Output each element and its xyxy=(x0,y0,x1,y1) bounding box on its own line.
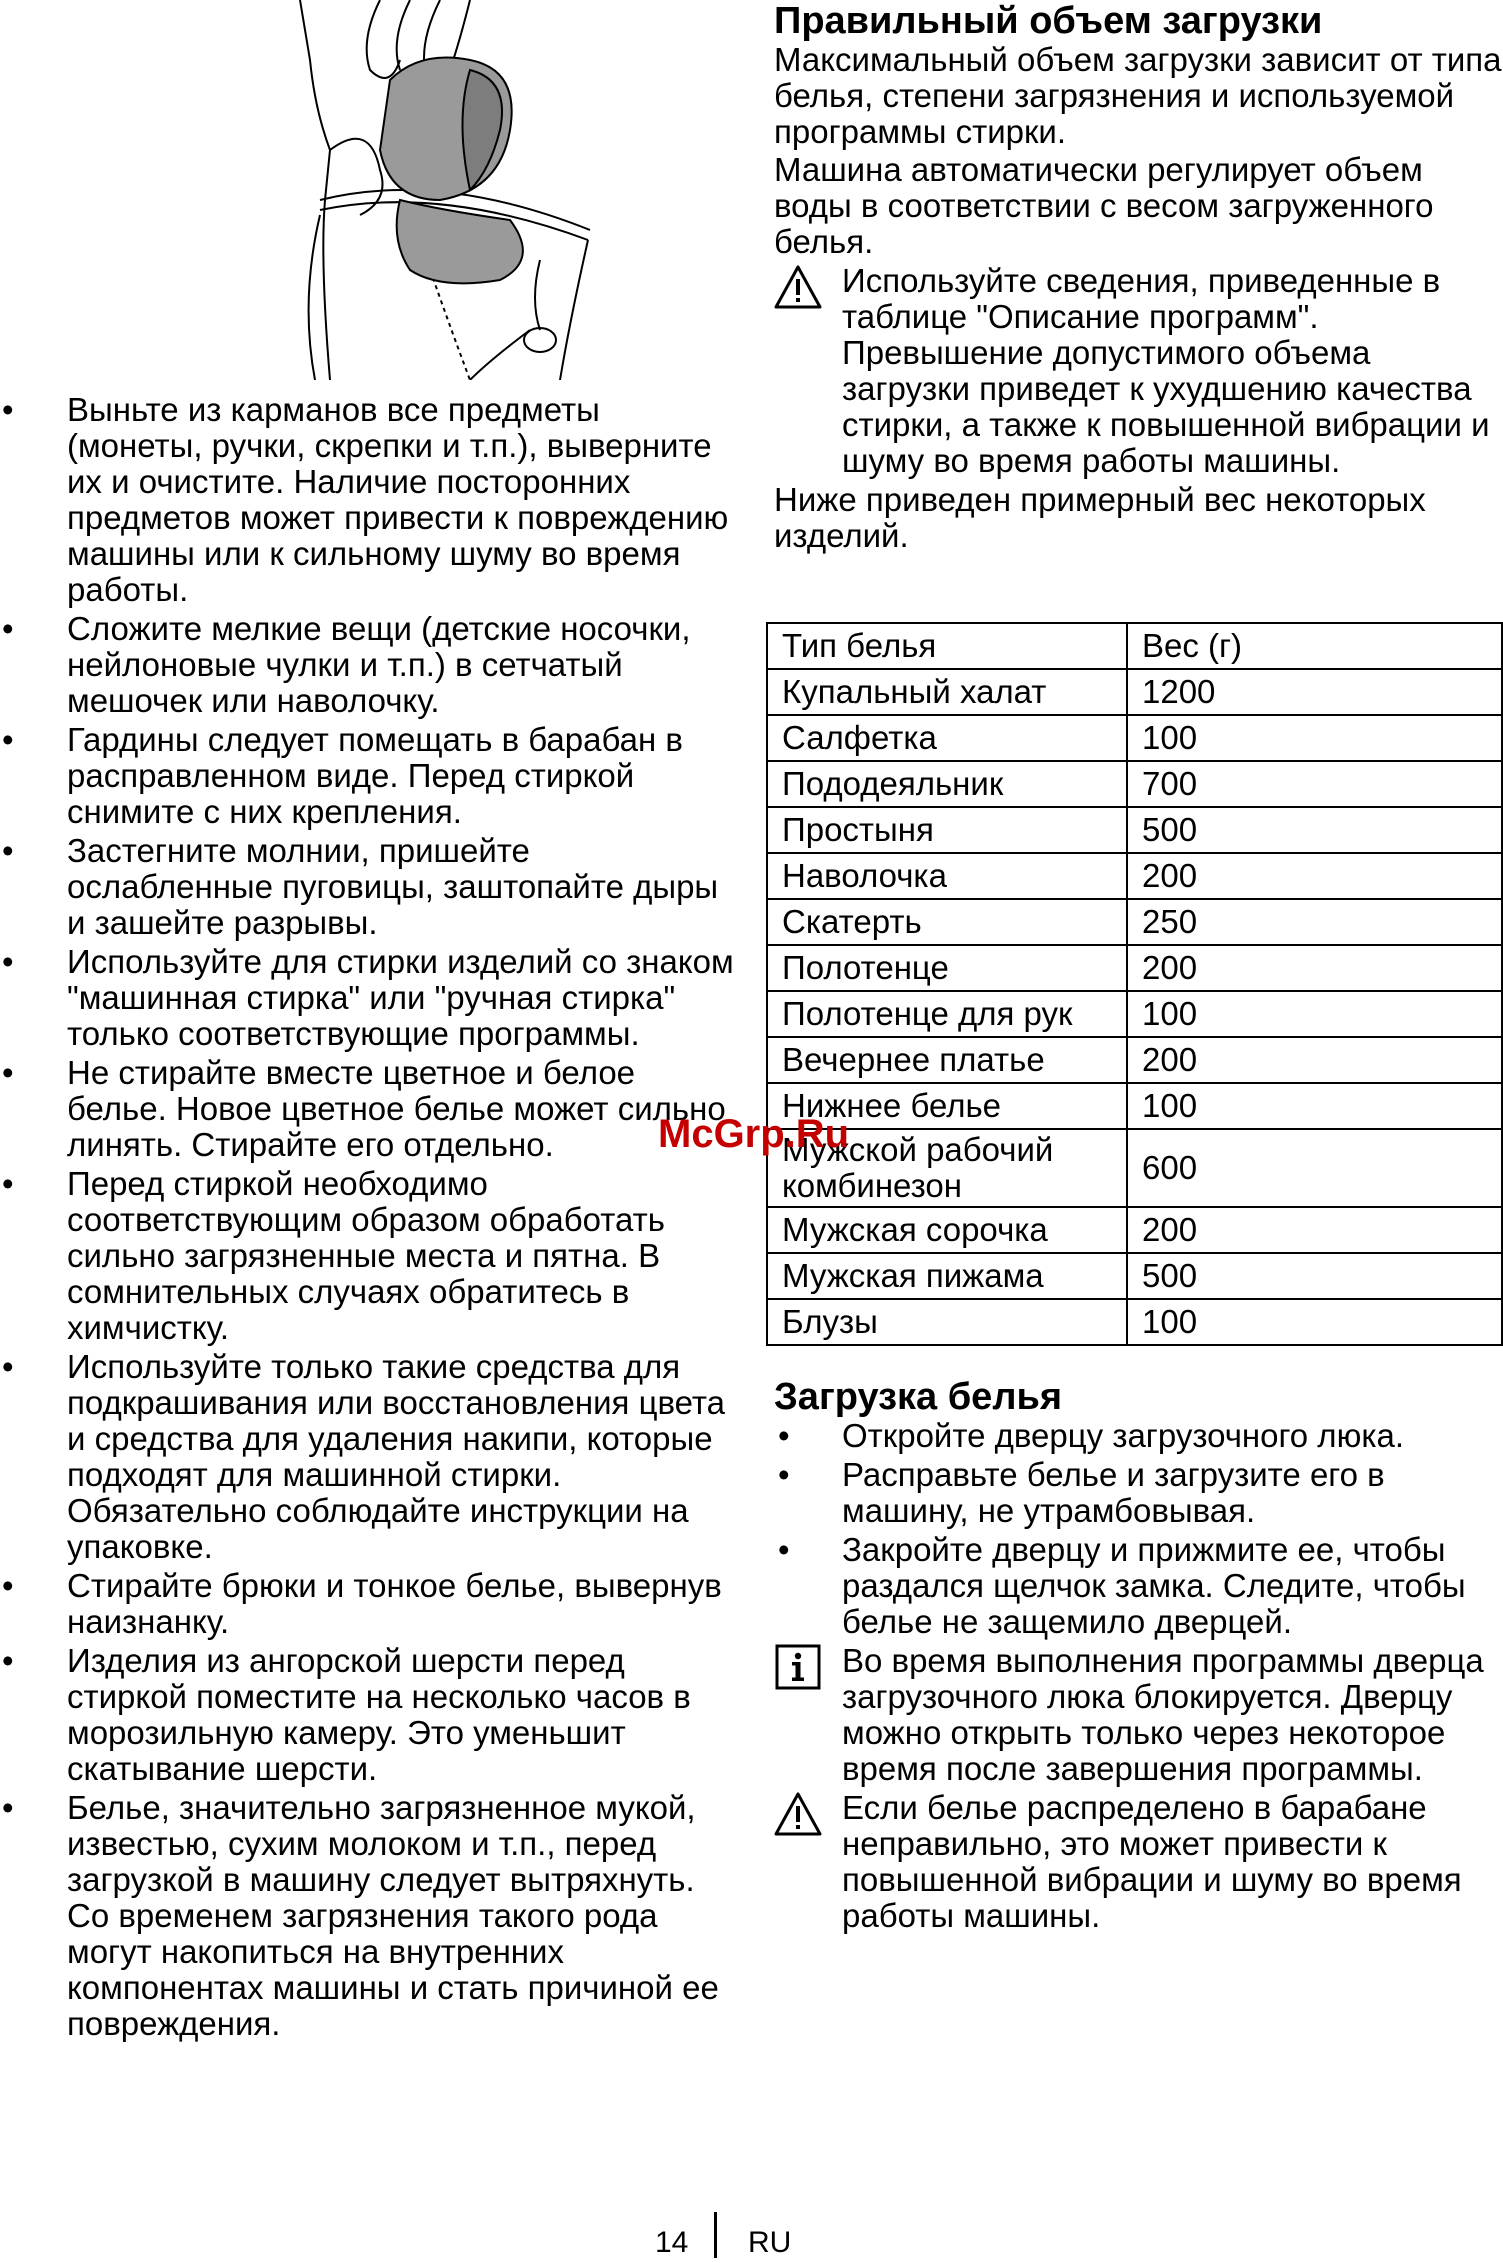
right-column-bottom xyxy=(774,1376,1503,1937)
cell-weight: 200 xyxy=(1127,1207,1502,1253)
list-item: • Белье, значительно загрязненное мукой, известью, сухим молоком и т.п., перед загрузкой в машину следует вытряхнуть. Со временем загрязнения такого рода могут накопиться на внутренних компонентах машины и стать причиной ее повреждения. xyxy=(2,1789,719,2042)
table-row xyxy=(767,1207,1502,1253)
cell-weight: 100 xyxy=(1127,1299,1502,1345)
list-item: • Используйте для стирки изделий со знаком "машинная стирка" или "ручная стирка" только соответствующие программы. xyxy=(2,943,734,1052)
cell-type: Вечернее платье xyxy=(767,1037,1127,1083)
cell-weight: 500 xyxy=(1127,807,1502,853)
cell-type: Купальный халат xyxy=(767,669,1127,715)
cell-type: Полотенце для рук xyxy=(767,991,1127,1037)
cell-type: Полотенце xyxy=(767,945,1127,991)
list-item: • Изделия из ангорской шерсти перед стиркой поместите на несколько часов в морозильную камеру. Это уменьшит скатывание шерсти. xyxy=(2,1642,691,1787)
cell-type: Простыня xyxy=(767,807,1127,853)
list-item: • Гардины следует помещать в барабан в расправленном виде. Перед стиркой снимите с них крепления. xyxy=(2,721,683,830)
list-item: • Не стирайте вместе цветное и белое белье. Новое цветное белье может сильно линять. Стирайте его отдельно. xyxy=(2,1054,726,1163)
column-header-type: Тип белья xyxy=(767,623,1127,669)
cell-type: Скатерть xyxy=(767,899,1127,945)
cell-type: Салфетка xyxy=(767,715,1127,761)
table-row xyxy=(767,761,1502,807)
footer-divider xyxy=(714,2212,717,2258)
cell-weight: 100 xyxy=(1127,991,1502,1037)
info-icon xyxy=(774,1643,822,1691)
page-number: 14 xyxy=(655,2226,689,2259)
cell-type: Наволочка xyxy=(767,853,1127,899)
laundry-weight-table xyxy=(766,622,1503,1346)
cell-weight: 600 xyxy=(1127,1129,1502,1207)
table-row xyxy=(767,1037,1502,1083)
cell-type: Пододеяльник xyxy=(767,761,1127,807)
cell-weight: 250 xyxy=(1127,899,1502,945)
table-row xyxy=(767,1129,1502,1207)
table-header-row xyxy=(767,623,1502,669)
table-row xyxy=(767,669,1502,715)
cell-weight: 500 xyxy=(1127,1253,1502,1299)
table-row xyxy=(767,807,1502,853)
cell-weight: 700 xyxy=(1127,761,1502,807)
cell-weight: 200 xyxy=(1127,1037,1502,1083)
cell-type: Мужская сорочка xyxy=(767,1207,1127,1253)
cell-weight: 100 xyxy=(1127,1083,1502,1129)
warning-icon xyxy=(774,1790,822,1838)
cell-type: Нижнее белье xyxy=(767,1083,1127,1129)
list-item: • Сложите мелкие вещи (детские носочки, нейлоновые чулки и т.п.) в сетчатый мешочек или наволочку. xyxy=(2,610,691,719)
table-row xyxy=(767,945,1502,991)
table-row xyxy=(767,899,1502,945)
cell-weight: 200 xyxy=(1127,853,1502,899)
section-title-load-volume: Правильный объем загрузки xyxy=(774,0,1323,42)
section-title-loading: Загрузка белья xyxy=(774,1376,1062,1418)
list-item: • Стирайте брюки и тонкое белье, вывернув наизнанку. xyxy=(2,1567,722,1640)
list-item: • Используйте только такие средства для подкрашивания или восстановления цвета и средства для удаления накипи, которые подходят для машинной стирки. Обязательно соблюдайте инструкции на упаковке. xyxy=(2,1348,725,1565)
paragraph: Машина автоматически регулирует объем воды в соответствии с весом загруженного белья. xyxy=(774,151,1434,260)
cell-weight: 100 xyxy=(1127,715,1502,761)
cell-weight: 1200 xyxy=(1127,669,1502,715)
table-row xyxy=(767,853,1502,899)
left-column xyxy=(0,392,740,2045)
table-row xyxy=(767,1083,1502,1129)
list-item: • Застегните молнии, пришейте ослабленные пуговицы, заштопайте дыры и зашейте разрывы. xyxy=(2,832,719,941)
list-item: • Выньте из карманов все предметы (монеты, ручки, скрепки и т.п.), выверните их и очистите. Наличие посторонних предметов может привести к повреждению машины или к сильному шуму во время работы. xyxy=(2,391,729,608)
list-item: • Закройте дверцу и прижмите ее, чтобы раздался щелчок замка. Следите, чтобы белье не защемило дверцей. xyxy=(778,1531,1466,1640)
warning-note: Используйте сведения, приведенные в таблице "Описание программ". Превышение допустимого объема загрузки приведет к ухудшению качества стирки, а также к повышенной вибрации и шуму во время работы машины. xyxy=(774,263,1503,479)
cell-type: Блузы xyxy=(767,1299,1127,1345)
table-row xyxy=(767,991,1502,1037)
column-header-weight: Вес (г) xyxy=(1127,623,1502,669)
table-row xyxy=(767,1299,1502,1345)
watermark: McGrp.Ru xyxy=(658,1112,850,1156)
table-row xyxy=(767,1253,1502,1299)
table-row xyxy=(767,715,1502,761)
right-column xyxy=(774,0,1503,554)
cell-weight: 200 xyxy=(1127,945,1502,991)
warning-icon xyxy=(774,263,822,311)
paragraph: Ниже приведен примерный вес некоторых изделий. xyxy=(774,481,1426,554)
list-item: • Перед стиркой необходимо соответствующим образом обработать сильно загрязненные места и пятна. В сомнительных случаях обратитесь в химчистку. xyxy=(2,1165,665,1346)
info-note: Во время выполнения программы дверца загрузочного люка блокируется. Дверцу можно открыть только через некоторое время после завершения программы. xyxy=(774,1643,1503,1787)
warning-note: Если белье распределено в барабане неправильно, это может привести к повышенной вибрации и шуму во время работы машины. xyxy=(774,1790,1503,1934)
paragraph: Максимальный объем загрузки зависит от типа белья, степени загрязнения и используемой программы стирки. xyxy=(774,41,1502,150)
language-label: RU xyxy=(748,2226,792,2259)
list-item: • Откройте дверцу загрузочного люка. xyxy=(778,1417,1404,1454)
list-item: • Расправьте белье и загрузите его в машину, не утрамбовывая. xyxy=(778,1456,1385,1529)
cell-type: Мужской рабочий комбинезон xyxy=(767,1129,1127,1207)
cell-type: Мужская пижама xyxy=(767,1253,1127,1299)
laundry-bag-illustration xyxy=(240,0,625,380)
